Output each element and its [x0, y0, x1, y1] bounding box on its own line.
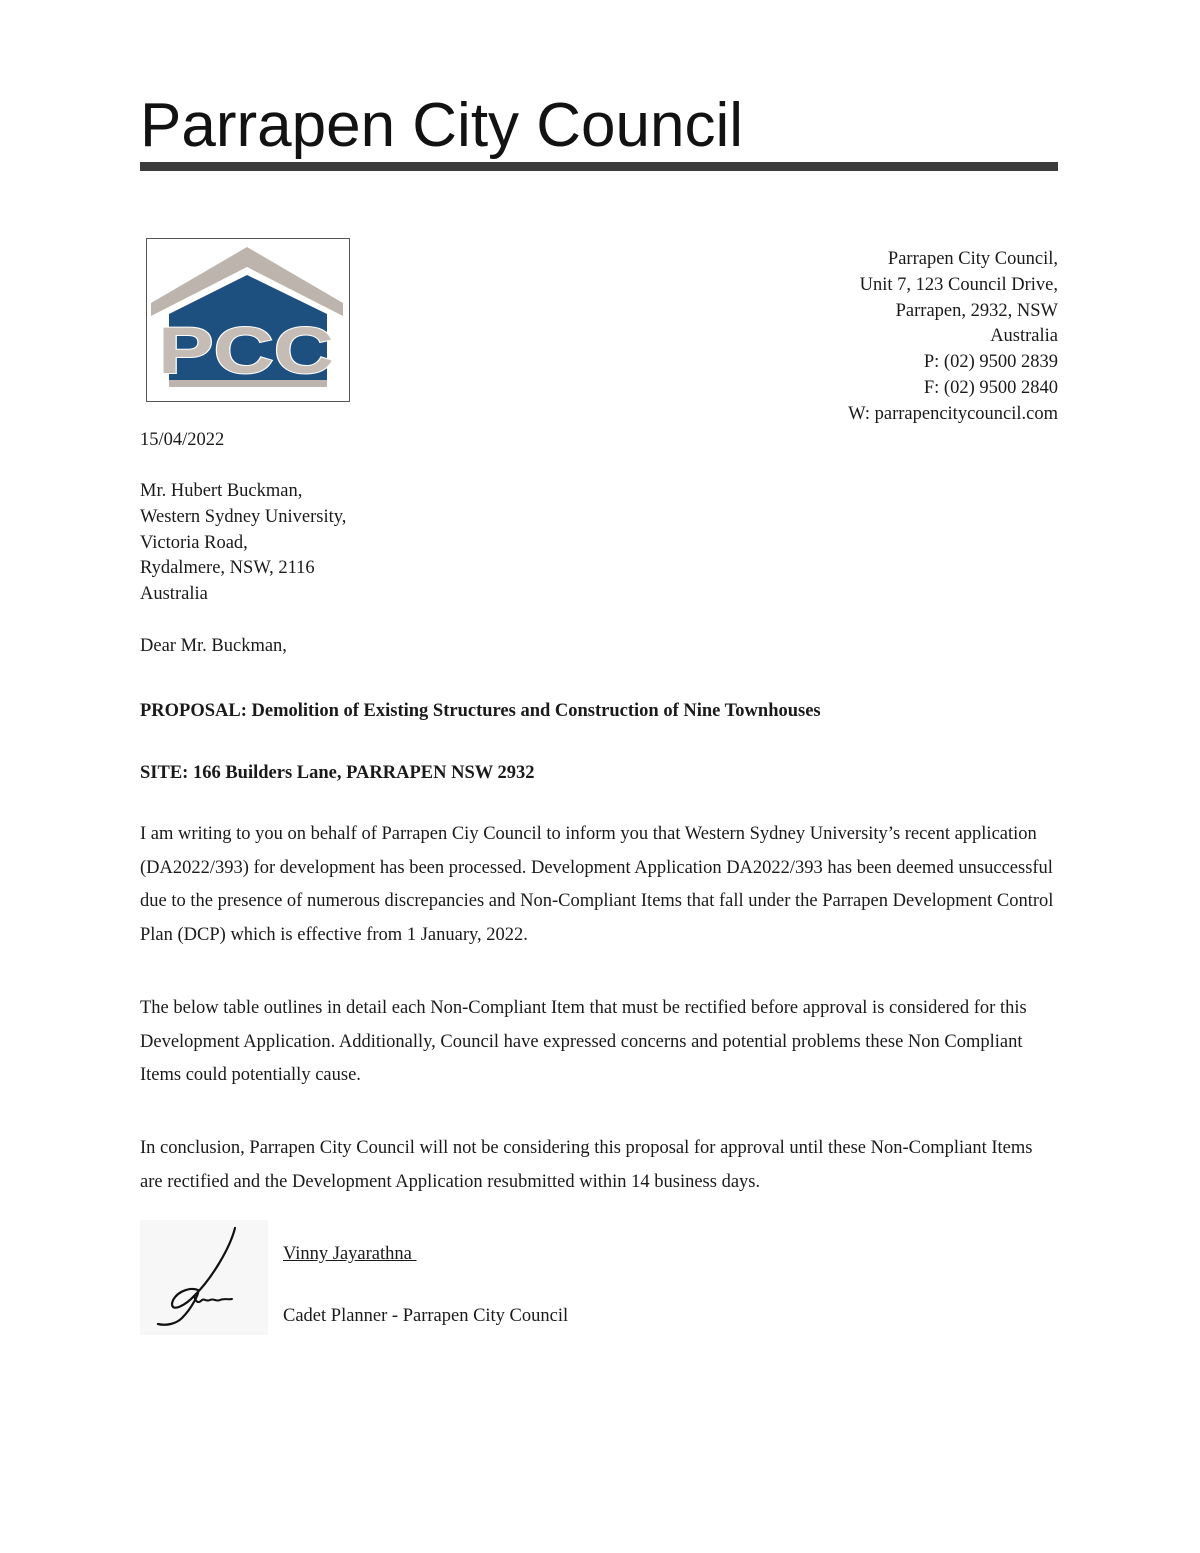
address-line: Parrapen City Council, [887, 249, 1058, 269]
phone-line: P: (02) 9500 2839 [923, 352, 1058, 373]
recipient-line: Western Sydney University, [140, 506, 347, 527]
address-line: Unit 7, 123 Council Drive, [859, 274, 1058, 295]
body-paragraph: The below table outlines in detail each Non-Compliant Item that must be rectified before approval is considered for this Development Application. Additionally, Council have expressed concerns and potential problems these Non Compliant Items could potentially cause. [140, 998, 1027, 1085]
proposal-heading: PROPOSAL: Demolition of Existing Structures and Construction of Nine Townhouses [140, 701, 821, 721]
logo-letters: PCC [158, 313, 334, 387]
address-line: Parrapen, 2932, NSW [895, 300, 1058, 321]
recipient-address [140, 479, 346, 608]
salutation: Dear Mr. Buckman, [140, 636, 287, 656]
body-paragraph: In conclusion, Parrapen City Council will not be considering this proposal for approval until these Non-Compliant Items are rectified and the Development Application resubmitted within 14 business days. [140, 1138, 1033, 1192]
address-line: Australia [990, 326, 1058, 347]
recipient-line: Rydalmere, NSW, 2116 [140, 558, 315, 579]
signer-title: Cadet Planner - Parrapen City Council [283, 1306, 569, 1326]
signer-name: Vinny Jayarathna [283, 1244, 417, 1264]
recipient-line: Mr. Hubert Buckman, [140, 481, 303, 501]
sender-address [848, 247, 1058, 428]
signature [140, 1220, 268, 1335]
body-paragraph: I am writing to you on behalf of Parrapen Ciy Council to inform you that Western Sydney University’s recent application (DA2022/393) for development has been processed. Development Application DA2022/393 has been deemed unsuccessful due to the presence of numerous discrepancies and Non-Compliant Items that fall under the Parrapen Development Control Plan (DCP) which is effective from 1 January, 2022. [140, 824, 1054, 945]
recipient-line: Australia [140, 584, 208, 605]
letter-date: 15/04/2022 [140, 430, 225, 450]
title-divider [140, 162, 1058, 171]
site-heading: SITE: 166 Builders Lane, PARRAPEN NSW 2932 [140, 763, 535, 783]
website-line: W: parrapencitycouncil.com [848, 403, 1058, 424]
pcc-logo-graphic [147, 239, 348, 400]
pcc-logo [146, 238, 350, 402]
recipient-line: Victoria Road, [140, 532, 248, 553]
page-title: Parrapen City Council [140, 91, 744, 160]
signature-graphic [140, 1220, 268, 1335]
fax-line: F: (02) 9500 2840 [923, 377, 1058, 398]
